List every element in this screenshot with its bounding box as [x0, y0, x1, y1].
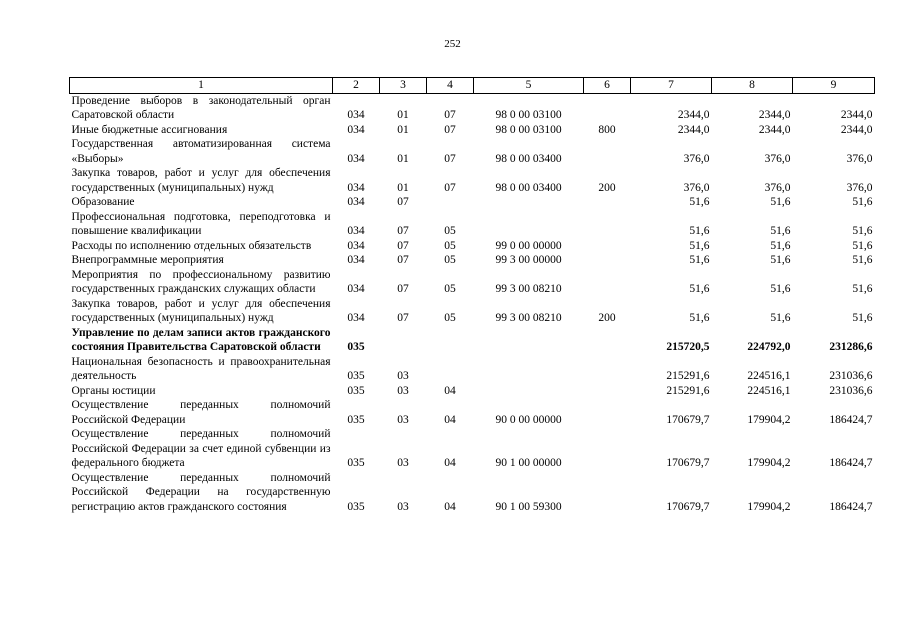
- cell-name: Закупка товаров, работ и услуг для обеспечения государственных (муниципальных) нужд: [71, 297, 331, 324]
- cell-rz: 01: [397, 109, 409, 121]
- cell-pr: [427, 355, 474, 384]
- table-row: [70, 93, 875, 123]
- cell-pr: 07: [444, 152, 456, 165]
- cell-name: Мероприятия по профессиональному развитию государственных гражданских служащих области: [71, 268, 331, 295]
- cell-csr: 99 3 00 08210: [495, 283, 562, 295]
- cell-v3: 51,6: [852, 225, 873, 237]
- cell-v2: 51,6: [770, 254, 791, 266]
- cell-csr: [474, 355, 584, 384]
- cell-vr: [584, 471, 631, 515]
- cell-ved: 035: [347, 341, 365, 353]
- cell-v3: 186424,7: [829, 413, 873, 426]
- cell-v2: 224516,1: [747, 384, 791, 397]
- cell-v3: 51,6: [852, 254, 873, 266]
- cell-vr: [584, 93, 631, 123]
- table-row: [70, 398, 875, 427]
- cell-v1: 376,0: [683, 152, 710, 165]
- page-number: 252: [444, 38, 461, 50]
- table-row: [70, 268, 875, 297]
- cell-ved: 034: [347, 312, 365, 324]
- cell-rz: 07: [397, 196, 409, 208]
- table-row: [70, 297, 875, 326]
- cell-v1: 51,6: [689, 254, 710, 266]
- cell-ved: 034: [347, 239, 365, 252]
- cell-rz: 07: [397, 225, 409, 237]
- cell-pr: 07: [444, 123, 456, 136]
- cell-v2: 51,6: [770, 312, 791, 324]
- cell-vr: 800: [598, 123, 616, 136]
- cell-vr: [584, 195, 631, 210]
- cell-csr: 98 0 00 03400: [495, 152, 562, 165]
- cell-rz: 01: [397, 181, 409, 194]
- cell-vr: [584, 398, 631, 427]
- header-row: [70, 78, 875, 94]
- cell-v1: 51,6: [689, 225, 710, 237]
- cell-rz: 07: [397, 312, 409, 324]
- table-row: [70, 195, 875, 210]
- cell-rz: 07: [397, 283, 409, 295]
- cell-v1: 170679,7: [666, 413, 710, 426]
- cell-v3: 231286,6: [829, 341, 873, 353]
- cell-pr: [427, 326, 474, 355]
- cell-name: Проведение выборов в законодательный орган Саратовской области: [71, 94, 331, 121]
- cell-ved: 034: [347, 254, 365, 266]
- cell-name: Управление по делам записи актов гражданского состояния Правительства Саратовской области: [71, 326, 331, 353]
- cell-v3: 376,0: [846, 152, 873, 165]
- cell-vr: [584, 253, 631, 268]
- cell-pr: 04: [444, 500, 456, 513]
- cell-csr: 90 1 00 59300: [495, 500, 562, 513]
- col-header-year1: 7: [631, 78, 712, 94]
- cell-csr: 99 0 00 00000: [495, 239, 562, 252]
- cell-v2: 51,6: [770, 196, 791, 208]
- cell-v3: 186424,7: [829, 457, 873, 469]
- cell-vr: 200: [598, 181, 616, 194]
- cell-v1: 51,6: [689, 196, 710, 208]
- table-row: [70, 166, 875, 195]
- cell-ved: 034: [347, 123, 365, 136]
- col-header-year3: 9: [793, 78, 875, 94]
- col-header-name: 1: [70, 78, 333, 94]
- cell-csr: 90 1 00 00000: [495, 457, 562, 469]
- col-header-pr: 4: [427, 78, 474, 94]
- cell-ved: 034: [347, 225, 365, 237]
- table-row: [70, 427, 875, 471]
- cell-ved: 034: [347, 152, 365, 165]
- cell-pr: 04: [444, 457, 456, 469]
- cell-name: Закупка товаров, работ и услуг для обеспечения государственных (муниципальных) нужд: [71, 167, 331, 194]
- cell-pr: 04: [444, 384, 456, 397]
- cell-ved: 035: [347, 500, 365, 513]
- cell-v1: 2344,0: [677, 109, 710, 121]
- col-header-vr: 6: [584, 78, 631, 94]
- cell-name: Осуществление переданных полномочий Российской Федерации на государственную регистрацию актов гражданского состояния: [71, 471, 331, 513]
- cell-v2: 179904,2: [747, 413, 791, 426]
- cell-ved: 035: [347, 370, 365, 382]
- cell-v2: 51,6: [770, 225, 791, 237]
- cell-v3: 51,6: [852, 312, 873, 324]
- cell-v1: 51,6: [689, 239, 710, 252]
- cell-vr: [584, 384, 631, 399]
- cell-pr: 04: [444, 413, 456, 426]
- cell-name: Осуществление переданных полномочий Российской Федерации: [71, 399, 331, 426]
- cell-rz: 01: [397, 152, 409, 165]
- cell-ved: 034: [347, 196, 365, 208]
- cell-v2: 224792,0: [747, 341, 791, 353]
- cell-pr: 05: [444, 312, 456, 324]
- cell-pr: 05: [444, 239, 456, 252]
- cell-v2: 51,6: [770, 239, 791, 252]
- table-row: [70, 471, 875, 515]
- cell-v2: 376,0: [764, 181, 791, 194]
- cell-csr: [474, 326, 584, 355]
- cell-pr: [427, 195, 474, 210]
- cell-v3: 231036,6: [829, 370, 873, 382]
- cell-name: Внепрограммные мероприятия: [71, 254, 224, 266]
- cell-v2: 2344,0: [758, 109, 791, 121]
- cell-rz: 07: [397, 239, 409, 252]
- table-row: [70, 210, 875, 239]
- cell-rz: 03: [397, 370, 409, 382]
- cell-v3: 376,0: [846, 181, 873, 194]
- cell-csr: [474, 195, 584, 210]
- cell-name: Расходы по исполнению отдельных обязательств: [71, 239, 312, 252]
- cell-csr: 98 0 00 03100: [495, 123, 562, 136]
- cell-v1: 170679,7: [666, 457, 710, 469]
- cell-csr: 99 3 00 00000: [495, 254, 562, 266]
- cell-v2: 179904,2: [747, 457, 791, 469]
- cell-v2: 51,6: [770, 283, 791, 295]
- cell-v3: 51,6: [852, 196, 873, 208]
- cell-rz: 03: [397, 500, 409, 513]
- cell-name: Органы юстиции: [71, 384, 156, 397]
- cell-name: Осуществление переданных полномочий Российской Федерации за счет единой субвенции из федерального бюджета: [71, 428, 331, 469]
- cell-rz: 01: [397, 123, 409, 136]
- budget-table: [69, 77, 875, 514]
- cell-rz: 03: [397, 384, 409, 397]
- cell-ved: 035: [347, 384, 365, 397]
- cell-csr: [474, 384, 584, 399]
- cell-v3: 2344,0: [840, 123, 873, 136]
- cell-vr: [584, 210, 631, 239]
- cell-name: Государственная автоматизированная система «Выборы»: [71, 138, 331, 165]
- cell-rz: 07: [397, 254, 409, 266]
- cell-v2: 2344,0: [758, 123, 791, 136]
- cell-v1: 51,6: [689, 283, 710, 295]
- cell-v3: 51,6: [852, 283, 873, 295]
- table-row: [70, 355, 875, 384]
- cell-rz: [380, 326, 427, 355]
- table-row: [70, 384, 875, 399]
- cell-csr: [474, 210, 584, 239]
- cell-vr: [584, 239, 631, 254]
- cell-ved: 035: [347, 457, 365, 469]
- cell-v2: 376,0: [764, 152, 791, 165]
- cell-name: Профессиональная подготовка, переподготовка и повышение квалификации: [71, 210, 331, 237]
- cell-v1: 2344,0: [677, 123, 710, 136]
- cell-pr: 05: [444, 254, 456, 266]
- cell-v3: 2344,0: [840, 109, 873, 121]
- cell-vr: [584, 268, 631, 297]
- cell-vr: [584, 326, 631, 355]
- cell-v1: 215291,6: [666, 384, 710, 397]
- cell-name: Национальная безопасность и правоохранительная деятельность: [71, 355, 331, 382]
- cell-v2: 224516,1: [747, 370, 791, 382]
- cell-v1: 51,6: [689, 312, 710, 324]
- cell-v2: 179904,2: [747, 500, 791, 513]
- cell-v1: 215720,5: [666, 341, 710, 353]
- cell-vr: [584, 137, 631, 166]
- col-header-year2: 8: [712, 78, 793, 94]
- cell-rz: 03: [397, 457, 409, 469]
- table-row: [70, 137, 875, 166]
- cell-name: Образование: [71, 196, 135, 208]
- table-row: [70, 239, 875, 254]
- cell-vr: [584, 427, 631, 471]
- col-header-ved: 2: [333, 78, 380, 94]
- cell-ved: 034: [347, 109, 365, 121]
- col-header-csr: 5: [474, 78, 584, 94]
- table-row: [70, 253, 875, 268]
- col-header-rz: 3: [380, 78, 427, 94]
- cell-v3: 186424,7: [829, 500, 873, 513]
- cell-v1: 215291,6: [666, 370, 710, 382]
- cell-pr: 07: [444, 109, 456, 121]
- cell-rz: 03: [397, 413, 409, 426]
- cell-csr: 98 0 00 03400: [495, 181, 562, 194]
- cell-v3: 51,6: [852, 239, 873, 252]
- cell-ved: 034: [347, 283, 365, 295]
- cell-csr: 90 0 00 00000: [495, 413, 562, 426]
- cell-pr: 07: [444, 181, 456, 194]
- cell-pr: 05: [444, 283, 456, 295]
- table-row: [70, 123, 875, 138]
- cell-csr: 99 3 00 08210: [495, 312, 562, 324]
- cell-vr: [584, 355, 631, 384]
- cell-csr: 98 0 00 03100: [495, 109, 562, 121]
- cell-v1: 170679,7: [666, 500, 710, 513]
- cell-vr: 200: [598, 312, 616, 324]
- cell-name: Иные бюджетные ассигнования: [71, 123, 228, 136]
- cell-v3: 231036,6: [829, 384, 873, 397]
- table-row: [70, 326, 875, 355]
- cell-ved: 035: [347, 413, 365, 426]
- cell-pr: 05: [444, 225, 456, 237]
- cell-v1: 376,0: [683, 181, 710, 194]
- cell-ved: 034: [347, 181, 365, 194]
